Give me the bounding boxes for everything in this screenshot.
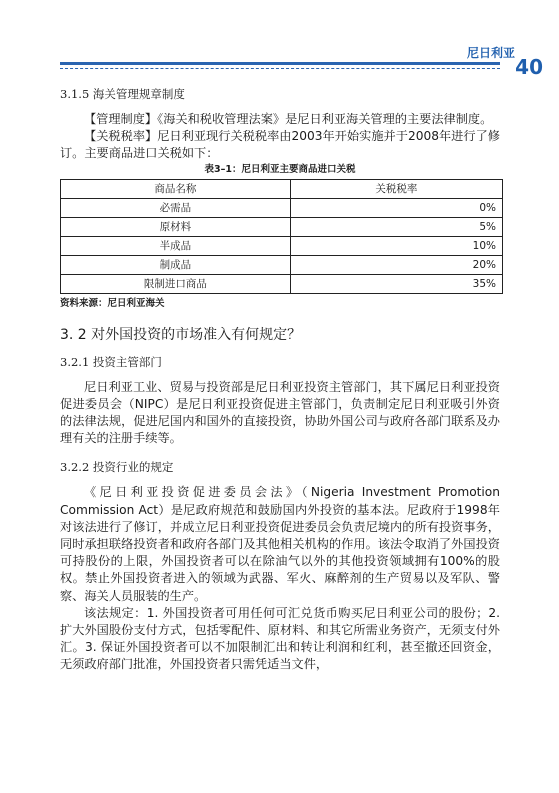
paragraph-tariff-rate: 【关税税率】尼日利亚现行关税税率由2003年开始实施并于2008年进行了修订。主要商品进口关税如下： xyxy=(60,129,500,161)
section-heading-3-2-2: 3.2.2 投资行业的规定 xyxy=(60,460,174,475)
table-cell-rate: 5% xyxy=(290,217,502,236)
table-cell-rate: 20% xyxy=(290,255,502,274)
page-content xyxy=(60,86,500,674)
table-cell-rate: 35% xyxy=(290,274,502,293)
table-cell-commodity: 必需品 xyxy=(61,198,291,217)
table-cell-commodity: 半成品 xyxy=(61,236,291,255)
section-heading-3-2: 3. 2 对外国投资的市场准入有何规定？ xyxy=(60,326,302,343)
section-heading-3-2-1: 3.2.1 投资主管部门 xyxy=(60,354,162,369)
table-row xyxy=(61,198,503,217)
header-country-label: 尼日利亚 xyxy=(466,46,515,60)
header-rule xyxy=(60,62,500,65)
paragraph-management-system: 【管理制度】《海关和税收管理法案》是尼日利亚海关管理的主要法律制度。 xyxy=(84,112,493,126)
table-header-cell: 关税税率 xyxy=(290,179,502,198)
table-row xyxy=(61,274,503,293)
tariff-table xyxy=(60,179,503,294)
page-number: 40 xyxy=(515,55,543,79)
table-source-note: 资料来源：尼日利亚海关 xyxy=(60,297,165,309)
table-header-row xyxy=(61,179,503,198)
header-dashed-rule xyxy=(60,68,500,69)
table-row xyxy=(61,255,503,274)
section-heading-3-1-5: 3.1.5 海关管理规章制度 xyxy=(60,87,185,101)
table-cell-rate: 0% xyxy=(290,198,502,217)
paragraph-investment-authority: 尼日利亚工业、贸易与投资部是尼日利亚投资主管部门，其下属尼日利亚投资促进委员会（NIPC）是尼日利亚投资促进主管部门，负责制定尼日利亚吸引外资的法律法规，促进尼国内和国外的直接投资，协助外国公司与政府各部门联系及办理有关的注册手续等。 xyxy=(60,379,500,446)
table-header-cell: 商品名称 xyxy=(61,179,291,198)
paragraph-investment-law: 《尼日利亚投资促进委员会法》（Nigeria Investment Promotion Commission Act）是尼政府规范和鼓励国内外投资的基本法。尼政府于1998年对该法进行了修订，并成立尼日利亚投资促进委员会负责尼境内的所有投资事务，同时承担联络投资者和政府各部门及其他相关机构的作用。该法令取消了外国投资可持股份的上限，外国投资者可以在除油气以外的其他投资领域拥有100%的股权。禁止外国投资者进入的领域为武器、军火、麻醉剂的生产贸易以及军队、警察、海关人员服装的生产。 xyxy=(60,485,500,603)
table-title: 表3–1：尼日利亚主要商品进口关税 xyxy=(204,163,356,175)
table-row xyxy=(61,217,503,236)
table-cell-commodity: 原材料 xyxy=(61,217,291,236)
paragraph-law-provisions: 该法规定：1. 外国投资者可用任何可汇兑货币购买尼日利亚公司的股份；2. 扩大外国股份支付方式，包括零配件、原材料、和其它所需业务资产，无须支付外汇。3. 保证外国投资者可以不加限制汇出和转让利润和红利，甚至撤还回资金，无须政府部门批准，外国投资者只需凭适当文件， xyxy=(60,605,500,672)
table-cell-rate: 10% xyxy=(290,236,502,255)
table-cell-commodity: 制成品 xyxy=(61,255,291,274)
table-cell-commodity: 限制进口商品 xyxy=(61,274,291,293)
table-row xyxy=(61,236,503,255)
